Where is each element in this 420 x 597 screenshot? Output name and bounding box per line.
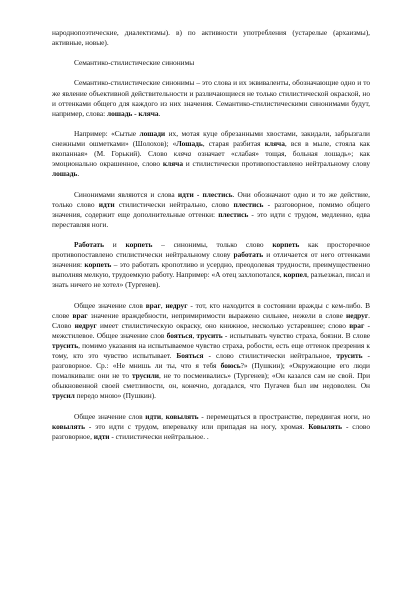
text-run: - разговорное, помимо общего значения, содержит еще дополнительные оттенки: [52, 199, 370, 219]
text-run: . [77, 169, 80, 179]
paragraph [52, 58, 370, 68]
bold-term: работать [233, 250, 264, 260]
text-run: – это работать кропотливо и усердно, преодолевая трудности, преимущественно выполняя мелкую, трудоемкую работу. Например: «А отец захлопотался, [52, 260, 370, 280]
bold-term: идти [145, 411, 162, 421]
bold-term: Ковылять [308, 421, 343, 431]
paragraph [52, 240, 370, 290]
text-run: , старая разбитая [202, 139, 265, 149]
bold-term: корпеть [272, 239, 300, 249]
text-run: и отличается от него оттенками значения: [52, 250, 370, 270]
text-run: , [160, 300, 166, 310]
bold-term: враг [145, 300, 161, 310]
text-run: Синонимами являются и слова [74, 189, 178, 199]
text-run: - стилистически нейтральное. . [109, 431, 209, 441]
bold-term: ковылять [52, 421, 85, 431]
bold-term: трусить [52, 340, 79, 350]
text-run: , [161, 411, 166, 421]
bold-term: идти [98, 199, 115, 209]
bold-term: плестись [218, 209, 249, 219]
bold-term: лошади [139, 128, 166, 138]
italic-term: кляча [173, 149, 192, 159]
bold-term: недруг [165, 300, 188, 310]
text-run: Например: «Сытые [74, 128, 140, 138]
bold-term: бояться [166, 330, 193, 340]
bold-term: трусить [196, 330, 223, 340]
text-run: . Они обозначают одно и то же действие, только слово [52, 189, 370, 209]
text-run: имеет стилистическую окраску, оно книжное, несколько устаревшее; слово [96, 320, 350, 330]
bold-term: Лошадь [176, 139, 203, 149]
paragraph [52, 78, 370, 118]
bold-term: трусил [52, 391, 75, 401]
text-run: - слово стилистически нейтральное, [203, 351, 337, 360]
text-run: - слово разговорное, [52, 421, 370, 441]
text-run: - это идти с трудом, вперевалку или припадая на ногу, хромая. [84, 421, 309, 431]
bold-term: лошадь - кляча [107, 108, 159, 118]
bold-term: недруг [346, 310, 369, 320]
paragraph [52, 129, 370, 179]
bold-term: корпеть [125, 239, 153, 249]
paragraph [52, 28, 370, 48]
text-run: - перемещаться в пространстве, передвигая ноги, но [198, 411, 370, 421]
bold-term: враг [349, 320, 365, 330]
text-run: , вся в мыле, стояла как вкопанная» (М. Горький). Слово [52, 139, 370, 159]
text-run: , помимо указания на испытываемое чувство страха, робости, есть еще оттенок презрения к тому, кто это чувство испытывает. [52, 340, 370, 360]
text-run: , не то посмеивались» (Тургенев); «Он казался сам не свой. При обыкновенной своей сметливости, он, конечно, догадался, что Пугачев был им недоволен. Он [52, 371, 370, 391]
bold-term: Бояться [176, 351, 204, 360]
bold-term: трусить [336, 351, 363, 360]
bold-term: враг [72, 310, 88, 320]
bold-term: идти [93, 431, 110, 441]
text-run: - это идти с трудом, медленно, едва переставляя ноги. [52, 209, 371, 229]
text-run: и стилистически противопоставлено нейтральному слову [183, 159, 370, 169]
text-run: - испытывать чувство страха, боязни. В слове [222, 330, 371, 340]
text-run: Общее значение слов [74, 300, 146, 310]
paragraph [52, 412, 370, 442]
text-run: стилистически нейтрально, слово [114, 199, 234, 209]
bold-term: боюсь [220, 361, 241, 371]
text-run: как просторечное противопоставлено стилистически нейтральному слову [52, 239, 370, 260]
bold-term: корпел [283, 270, 307, 280]
bold-term: ковылять [165, 411, 199, 421]
text-run: и [104, 239, 126, 249]
paragraph [52, 301, 370, 402]
text-run: значение враждебности, непримиримости выражено сильнее, нежели в слове [87, 310, 347, 320]
bold-term: лошадь [52, 169, 78, 179]
text-run: народнопоэтические, диалектизмы). в) по активности употребления (устарелые (архаизмы), активные, новые). [52, 28, 370, 48]
text-run: . Слово [52, 310, 370, 330]
text-run: передо мною» (Пушкин). [74, 391, 156, 401]
text-run: ?» (Пушкин); «Окружающие его люди помалкивали: они не то [52, 361, 370, 381]
bold-term: Работать [74, 239, 105, 249]
text-run: означает «слабая» тощая, больная лошадь»; как эмоционально окрашенное, слово [52, 149, 370, 169]
text-run: , разъезжал, писал и знать ничего не хотел» (Тургенев). [52, 270, 370, 290]
text-run: - разговорное. Ср.: «Не мнишь ли ты, что я тебя [52, 351, 370, 371]
text-run: Семантико-стилистические синонимы – это слова и их эквиваленты, обозначающие одно и то же явление объективной действительности и различающиеся не только стилистической окраской, но и оттенками общего для каждого из них значения. Семантико-стилистическими синонимами будут, например, слова: [52, 78, 370, 118]
text-run: - межстилевое. Общее значение слов [52, 320, 370, 340]
bold-term: недруг [74, 320, 97, 330]
bold-term: кляча [162, 159, 183, 169]
text-run: - тот, кто находится в состоянии вражды с кем-либо. В слове [52, 300, 370, 320]
text-run: – синонимы, только слово [152, 239, 273, 249]
bold-term: кляча [264, 139, 285, 149]
text-run: . [158, 108, 161, 118]
bold-term: плестись [233, 199, 264, 209]
bold-term: корпеть [84, 260, 112, 270]
bold-term: идти - плестись [177, 189, 233, 199]
bold-term: трусили [131, 371, 159, 381]
text-run: Общее значение слов [74, 411, 146, 421]
text-run: , [192, 330, 197, 340]
text-run: Семантико-стилистические синонимы [74, 58, 195, 68]
paragraph [52, 190, 370, 230]
text-run: их, мотая куце обрезанными хвостами, закидали, забрызгали снежными ошметками» (Шолохов); « [52, 128, 370, 149]
